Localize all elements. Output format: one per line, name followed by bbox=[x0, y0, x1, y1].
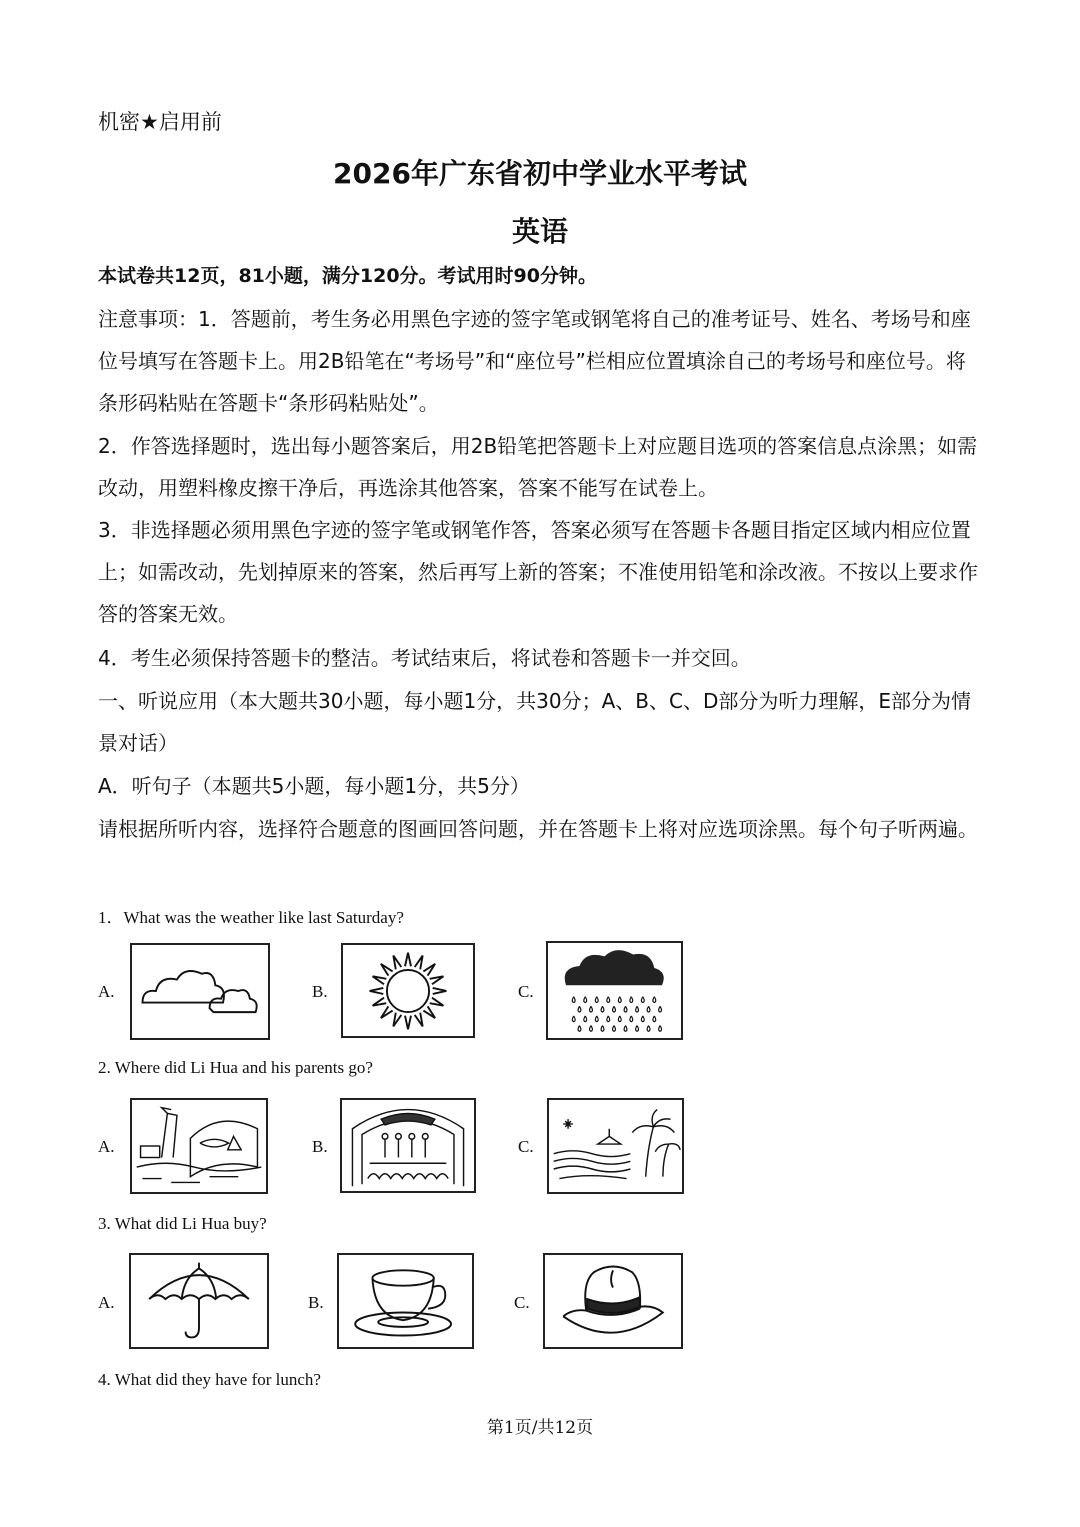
exam-title: 2026年广东省初中学业水平考试 bbox=[333, 157, 747, 190]
cup-icon bbox=[337, 1253, 474, 1349]
question-3: 3. What did Li Hua buy? bbox=[98, 1214, 267, 1233]
option-label: A. bbox=[98, 982, 115, 1001]
option-label: C. bbox=[518, 1137, 534, 1156]
option-label: C. bbox=[518, 982, 534, 1001]
page-footer: 第1页/共12页 bbox=[486, 1418, 594, 1438]
umbrella-icon bbox=[129, 1253, 269, 1349]
zoo-icon bbox=[130, 1098, 268, 1194]
confidential-mark: 机密★启用前 bbox=[98, 110, 222, 134]
question-4: 4. What did they have for lunch? bbox=[98, 1370, 321, 1389]
question-2: 2. Where did Li Hua and his parents go? bbox=[98, 1058, 373, 1077]
theater-icon bbox=[340, 1098, 476, 1193]
sun-icon bbox=[341, 943, 475, 1038]
note-2: 2．作答选择题时，选出每小题答案后，用2B铅笔把答题卡上对应题目选项的答案信息点涂黑；如需改动，用塑料橡皮擦干净后，再选涂其他答案，答案不能写在试卷上。 bbox=[98, 434, 978, 500]
exam-subject: 英语 bbox=[511, 215, 568, 248]
part-a-instruction: 请根据所听内容，选择符合题意的图画回答问题，并在答题卡上将对应选项涂黑。每个句子听两遍。 bbox=[98, 817, 978, 841]
option-label: C. bbox=[514, 1293, 530, 1312]
cloud-icon bbox=[130, 943, 270, 1040]
option-label: B. bbox=[308, 1293, 324, 1312]
question-1: 1．What was the weather like last Saturday? bbox=[98, 908, 404, 927]
option-label: A. bbox=[98, 1137, 115, 1156]
note-3: 3．非选择题必须用黑色字迹的签字笔或钢笔作答，答案必须写在答题卡各题目指定区域内相应位置上；如需改动，先划掉原来的答案，然后再写上新的答案；不准使用铅笔和涂改液。不按以上要求作答的答案无效。 bbox=[98, 518, 978, 626]
option-label: B. bbox=[312, 982, 328, 1001]
option-label: A. bbox=[98, 1293, 115, 1312]
part-a-heading: A．听句子（本题共5小题，每小题1分，共5分） bbox=[98, 774, 530, 798]
beach-icon bbox=[547, 1098, 684, 1194]
intro-text: 本试卷共12页，81小题，满分120分。考试用时90分钟。 bbox=[98, 265, 597, 287]
section-heading: 一、听说应用（本大题共30小题，每小题1分，共30分；A、B、C、D部分为听力理解，E部分为情景对话） bbox=[98, 689, 972, 755]
note-4: 4．考生必须保持答题卡的整洁。考试结束后，将试卷和答题卡一并交回。 bbox=[98, 646, 751, 670]
rain-icon bbox=[546, 941, 683, 1040]
option-label: B. bbox=[312, 1137, 328, 1156]
hat-icon bbox=[543, 1253, 683, 1349]
note-1: 注意事项：1．答题前，考生务必用黑色字迹的签字笔或钢笔将自己的准考证号、姓名、考场号和座位号填写在答题卡上。用2B铅笔在“考场号”和“座位号”栏相应位置填涂自己的考场号和座位号。将条形码粘贴在答题卡“条形码粘贴处”。 bbox=[98, 307, 971, 415]
